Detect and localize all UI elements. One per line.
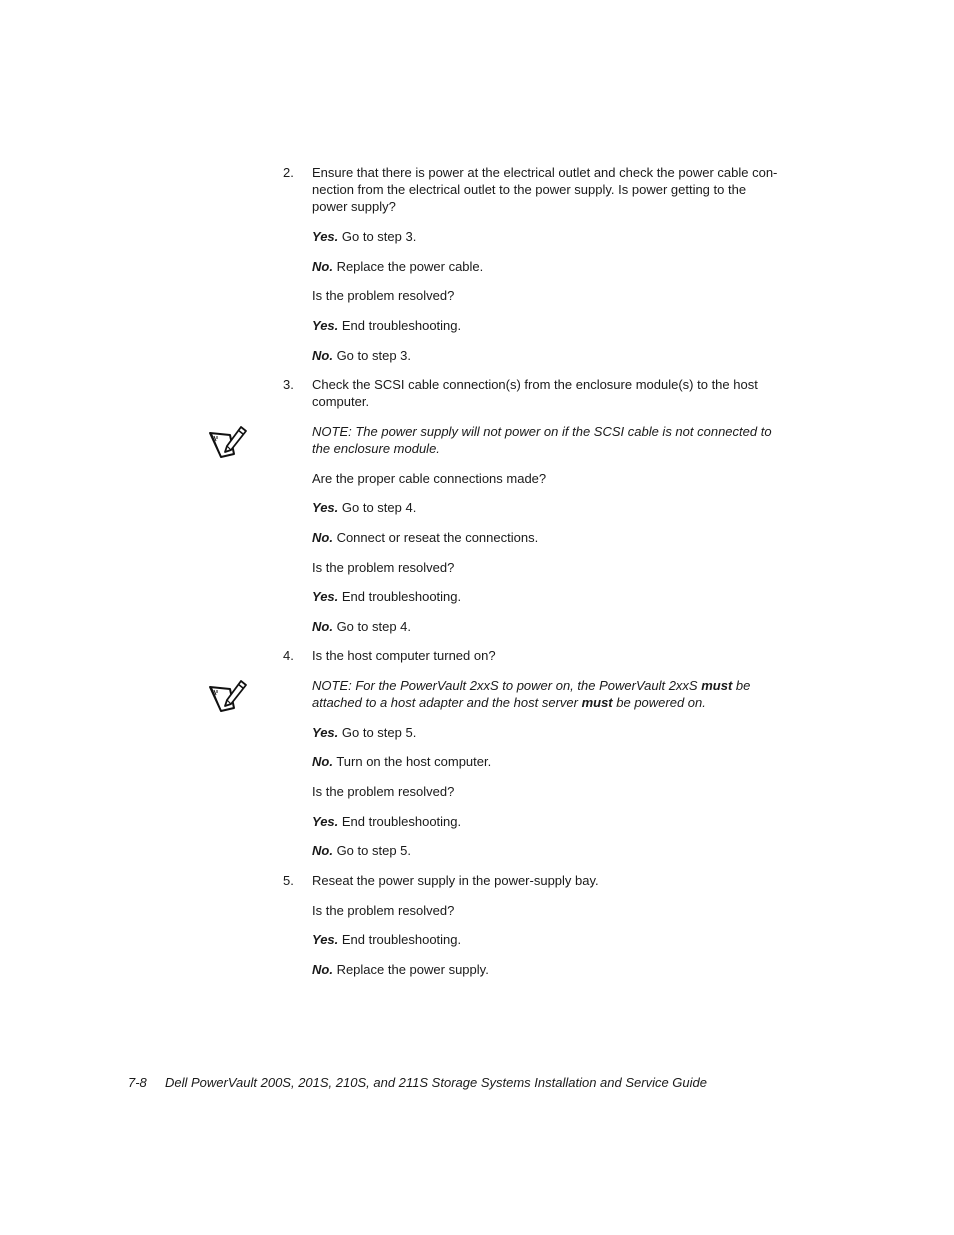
no-label: No. (312, 754, 333, 769)
yes-label: Yes. (312, 725, 339, 740)
answer-text: End troubleshooting. (338, 932, 462, 947)
step-text-line: Reseat the power supply in the power-supply bay. (312, 873, 599, 888)
step-number: 2. (283, 165, 294, 180)
yes-label: Yes. (312, 814, 339, 829)
yes-label: Yes. (312, 589, 339, 604)
answer-yes (312, 317, 461, 334)
step-number: 5. (283, 873, 294, 888)
step-text-line: Ensure that there is power at the electrical outlet and check the power cable con- (312, 165, 778, 180)
answer-text: Go to step 5. (338, 725, 417, 740)
question: Are the proper cable connections made? (312, 471, 547, 486)
answer-yes (312, 228, 416, 245)
note-text-line (312, 677, 750, 694)
no-label: No. (312, 843, 333, 858)
answer-no (312, 618, 411, 635)
note-pencil-icon (208, 678, 248, 714)
no-label: No. (312, 619, 333, 634)
yes-label: Yes. (312, 500, 339, 515)
no-label: No. (312, 259, 333, 274)
note-text-line: NOTE: The power supply will not power on if the SCSI cable is not connected to (312, 424, 772, 439)
question: Is the problem resolved? (312, 560, 455, 575)
answer-text: End troubleshooting. (338, 814, 462, 829)
answer-yes (312, 813, 461, 830)
answer-text: End troubleshooting. (338, 589, 462, 604)
answer-text: Go to step 4. (338, 500, 417, 515)
answer-text: Go to step 5. (332, 843, 411, 858)
answer-yes (312, 724, 416, 741)
answer-text: Go to step 3. (338, 229, 417, 244)
question: Is the problem resolved? (312, 903, 455, 918)
no-label: No. (312, 348, 333, 363)
note-emphasis: must (581, 695, 613, 710)
answer-text: Replace the power cable. (332, 259, 484, 274)
answer-no (312, 529, 538, 546)
yes-label: Yes. (312, 318, 339, 333)
note-text-line: the enclosure module. (312, 441, 440, 456)
note-emphasis: must (701, 678, 733, 693)
no-label: No. (312, 962, 333, 977)
no-label: No. (312, 530, 333, 545)
step-text-line: Is the host computer turned on? (312, 648, 496, 663)
answer-no (312, 347, 411, 364)
note-text: be powered on. (612, 695, 706, 710)
yes-label: Yes. (312, 932, 339, 947)
answer-yes (312, 499, 416, 516)
footer-title: Dell PowerVault 200S, 201S, 210S, and 211S Storage Systems Installation and Service Guide (165, 1075, 707, 1090)
step-number: 3. (283, 377, 294, 392)
footer-page-number: 7-8 (128, 1075, 147, 1090)
question: Is the problem resolved? (312, 288, 455, 303)
answer-no (312, 842, 411, 859)
note-pencil-icon (208, 424, 248, 460)
step-text-line: nection from the electrical outlet to the power supply. Is power getting to the (312, 182, 747, 197)
note-text: attached to a host adapter and the host server (312, 695, 582, 710)
answer-text: Go to step 3. (332, 348, 411, 363)
answer-text: Replace the power supply. (332, 962, 489, 977)
question: Is the problem resolved? (312, 784, 455, 799)
answer-text: End troubleshooting. (338, 318, 462, 333)
answer-text: Connect or reseat the connections. (332, 530, 539, 545)
answer-yes (312, 931, 461, 948)
note-text: NOTE: For the PowerVault 2xxS to power on, the PowerVault 2xxS (312, 678, 702, 693)
answer-text: Turn on the host computer. (332, 754, 492, 769)
note-text: be (732, 678, 751, 693)
answer-no (312, 961, 489, 978)
answer-yes (312, 588, 461, 605)
step-text-line: computer. (312, 394, 370, 409)
step-text-line: power supply? (312, 199, 396, 214)
yes-label: Yes. (312, 229, 339, 244)
step-text-line: Check the SCSI cable connection(s) from the enclosure module(s) to the host (312, 377, 758, 392)
step-number: 4. (283, 648, 294, 663)
answer-text: Go to step 4. (332, 619, 411, 634)
answer-no (312, 258, 483, 275)
answer-no (312, 753, 491, 770)
note-text-line (312, 694, 706, 711)
